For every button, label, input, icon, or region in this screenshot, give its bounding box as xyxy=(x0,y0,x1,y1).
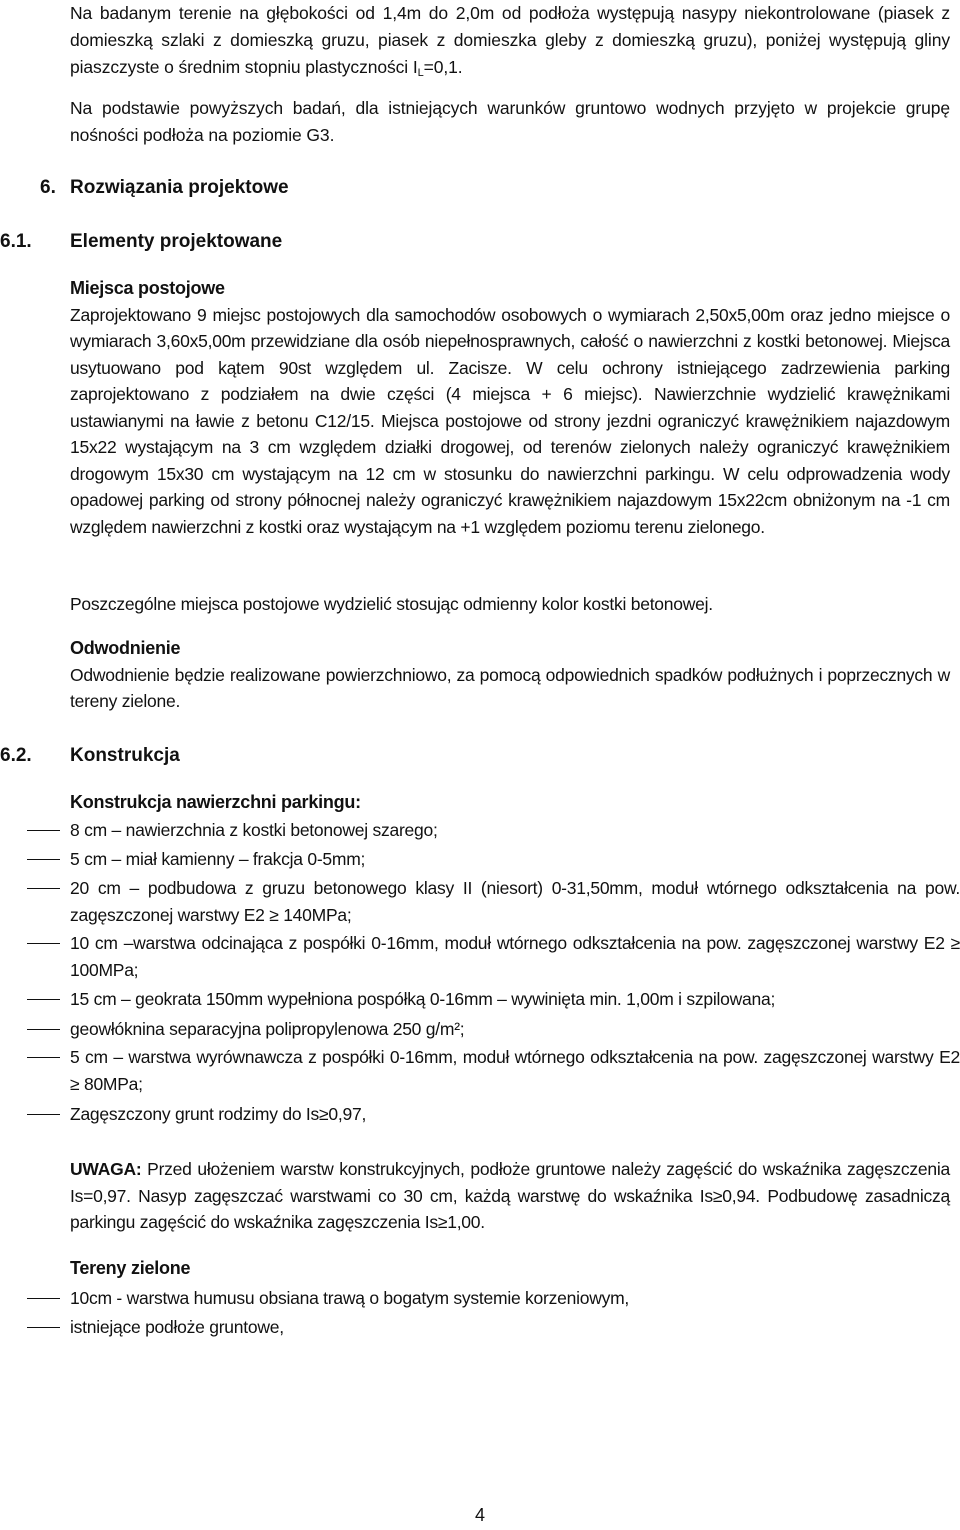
layer-item xyxy=(0,875,960,928)
green-heading-block xyxy=(70,1255,950,1282)
layer-item xyxy=(0,1044,960,1097)
layer-item xyxy=(0,986,960,1013)
note-paragraph xyxy=(70,1156,950,1236)
layer-item xyxy=(0,1101,960,1128)
parking-color-paragraph xyxy=(70,591,950,618)
layer-item xyxy=(0,817,960,844)
dash-bullet xyxy=(27,999,60,1000)
dash-bullet xyxy=(27,830,60,831)
section-title: Elementy projektowane xyxy=(70,231,283,252)
section-number: 6.1. xyxy=(0,231,32,252)
layer-item xyxy=(0,846,960,873)
intro-subscript: L xyxy=(417,67,424,79)
dash-bullet xyxy=(27,1114,60,1115)
section-title: Rozwiązania projektowe xyxy=(70,177,289,198)
section-title: Konstrukcja xyxy=(70,745,180,766)
parking-heading: Miejsca postojowe xyxy=(70,278,225,298)
parking-text: Zaprojektowano 9 miejsc postojowych dla samochodów osobowych o wymiarach 2,50x5,00m oraz jedno miejsce o wymiarach 3,60x5,00m przewidziane dla osób niepełnosprawnych, całość o nawierzchni z kostki betonowej. Miejsca usytuowano pod kątem 90st względem ul. Zacisze. W celu ochrony istniejącego zadrzewienia parking zaprojektowano z podziałem na dwie części (4 miejsca + 6 miejsc). Nawierzchnie wydzielić krawężnikami ustawianymi na ławie z betonu C12/15. Miejsca postojowe od strony jezdni ograniczyć krawężnikiem najazdowym 15x22 wystającym na 3 cm względem działki drogowej, od terenów zielonych należy ograniczyć krawężnikiem drogowym 15x30 cm wystającym na 12 cm w stosunku do nawierzchni parkingu. W celu odprowadzenia wody opadowej parking od strony północnej należy ograniczyć krawężnikiem najazdowym 15x22cm obniżonym na -1 cm względem nawierzchni z kostki oraz wystającym na +1 względem poziomu terenu zielonego. xyxy=(70,304,950,537)
parking-section xyxy=(70,275,950,540)
layer-text: geowłóknina separacyjna polipropylenowa 250 g/m²; xyxy=(70,1019,465,1039)
note-text: Przed ułożeniem warstw konstrukcyjnych, podłoże gruntowe należy zagęścić do wskaźnika zagęszczenia Is=0,97. Nasyp zagęszczać warstwami co 30 cm, każdą warstwę do wskaźnika Is≥0,94. Podbudowę zasadniczą parkingu zagęścić do wskaźnika zagęszczenia Is≥1,00. xyxy=(70,1159,950,1232)
layer-text: 5 cm – warstwa wyrównawcza z pospółki 0-16mm, moduł wtórnego odkształcenia na pow. zagęszczonej warstwy E2 ≥ 80MPa; xyxy=(70,1047,960,1094)
drainage-text: Odwodnienie będzie realizowane powierzchniowo, za pomocą odpowiednich spadków podłużnych i poprzecznych w tereny zielone. xyxy=(70,664,950,711)
note-label: UWAGA: xyxy=(70,1159,142,1179)
dash-bullet xyxy=(27,1057,60,1058)
layer-text: 8 cm – nawierzchnia z kostki betonowej szarego; xyxy=(70,820,438,840)
section-number: 6.2. xyxy=(0,745,32,766)
layer-text: 15 cm – geokrata 150mm wypełniona pospółką 0-16mm – wywinięta min. 1,00m i szpilowana; xyxy=(70,989,776,1009)
layer-item xyxy=(0,1016,960,1043)
intro-text: Na badanym terenie na głębokości od 1,4m do 2,0m od podłoża występują nasypy niekontrolowane (piasek z domieszką szlaki z domieszką gruzu, piasek z domieszka gleby z domieszką gruzu), poniżej występują gliny piaszczyste o średnim stopniu plastyczności I xyxy=(70,3,950,77)
intro-text-2: Na podstawie powyższych badań, dla istniejących warunków gruntowo wodnych przyjęto w projekcie grupę nośności podłoża na poziomie G3. xyxy=(70,98,950,145)
dash-bullet xyxy=(27,1298,60,1299)
layer-item xyxy=(0,930,960,983)
dash-bullet xyxy=(27,859,60,860)
drainage-section xyxy=(70,635,950,715)
green-layer-item xyxy=(0,1314,960,1341)
page-number: 4 xyxy=(474,1505,485,1525)
layers-heading-block xyxy=(70,789,950,816)
intro-paragraph-2 xyxy=(70,95,950,149)
layer-text: 5 cm – miał kamienny – frakcja 0-5mm; xyxy=(70,849,366,869)
intro-paragraph-1 xyxy=(70,0,950,87)
green-layer-item xyxy=(0,1285,960,1312)
layer-text: 20 cm – podbudowa z gruzu betonowego klasy II (niesort) 0-31,50mm, moduł wtórnego odkształcenia na pow. zagęszczonej warstwy E2 ≥ 140MPa; xyxy=(70,878,960,925)
dash-bullet xyxy=(27,1327,60,1328)
dash-bullet xyxy=(27,1029,60,1030)
drainage-heading: Odwodnienie xyxy=(70,638,181,658)
layer-text: 10 cm –warstwa odcinająca z pospółki 0-16mm, moduł wtórnego odkształcenia na pow. zagęszczonej warstwy E2 ≥ 100MPa; xyxy=(70,933,960,980)
section-number: 6. xyxy=(40,177,56,198)
dash-bullet xyxy=(27,943,60,944)
parking-color-text: Poszczególne miejsca postojowe wydzielić stosując odmienny kolor kostki betonowej. xyxy=(70,594,713,614)
green-heading: Tereny zielone xyxy=(70,1258,191,1278)
dash-bullet xyxy=(27,888,60,889)
green-layer-text: 10cm - warstwa humusu obsiana trawą o bogatym systemie korzeniowym, xyxy=(70,1288,630,1308)
layer-text: Zagęszczony grunt rodzimy do Is≥0,97, xyxy=(70,1104,367,1124)
intro-text-end: =0,1. xyxy=(423,57,463,77)
layers-heading: Konstrukcja nawierzchni parkingu: xyxy=(70,792,361,812)
green-layer-text: istniejące podłoże gruntowe, xyxy=(70,1317,284,1337)
